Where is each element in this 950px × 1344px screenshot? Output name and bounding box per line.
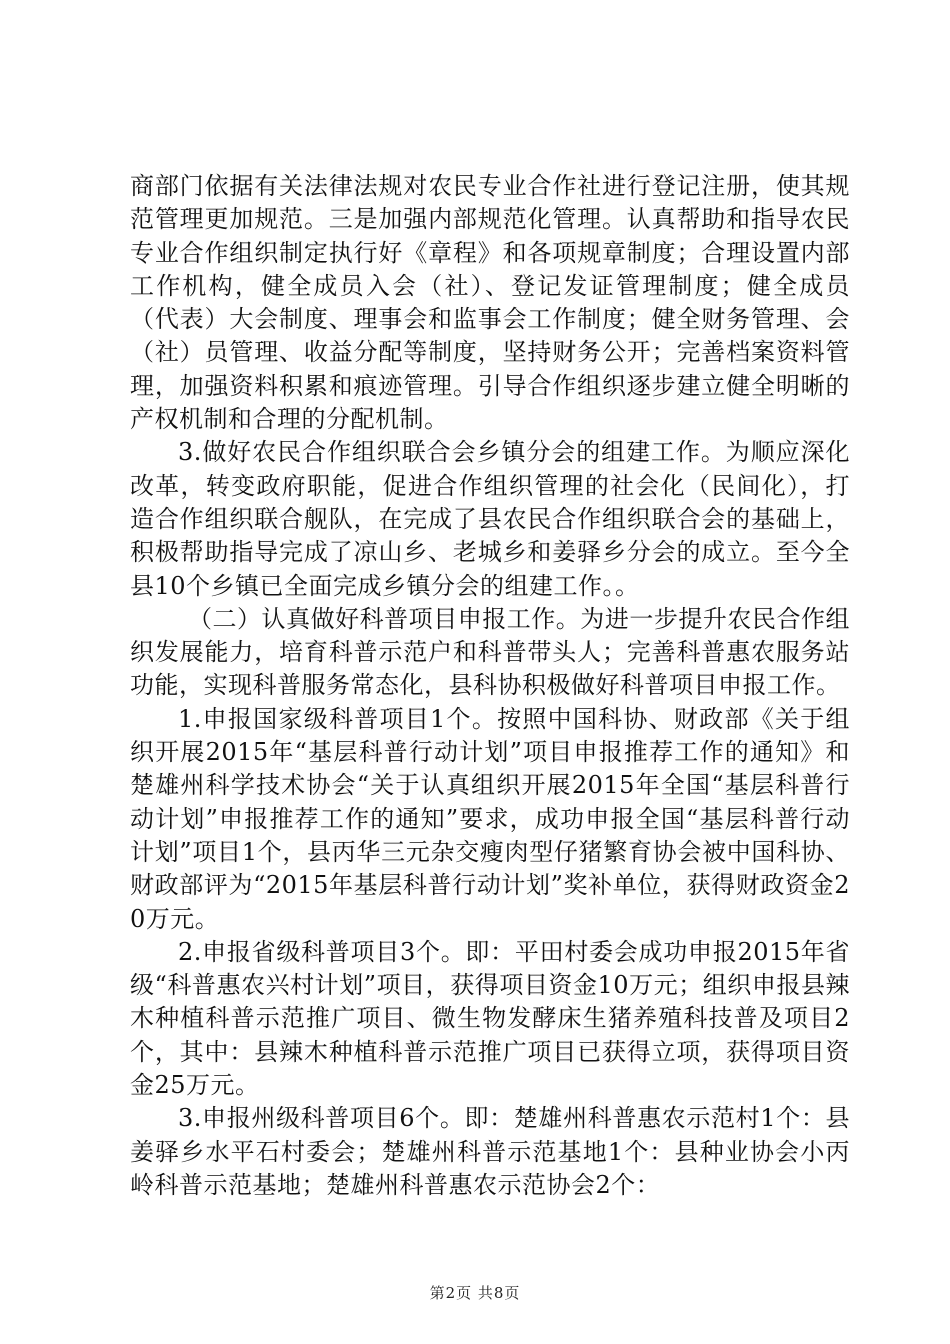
paragraph-project-declaration-heading: （二）认真做好科普项目申报工作。为进一步提升农民合作组织发展能力，培育科普示范户和科普带头人；完善科普惠农服务站功能，实现科普服务常态化，县科协积极做好科普项目申报工作。 [130,604,850,700]
paragraph-prefecture-project: 3.申报州级科普项目6个。即：楚雄州科普惠农示范村1个：县姜驿乡水平石村委会；楚雄州科普示范基地1个：县种业协会小丙岭科普示范基地；楚雄州科普惠农示范协会2个： [130,1104,850,1199]
paragraph-national-project: 1.申报国家级科普项目1个。按照中国科协、财政部《关于组织开展2015年“基层科普行动计划”项目申报推荐工作的通知》和楚雄州科学技术协会“关于认真组织开展2015年全国“基层科普行动计划”申报推荐工作的通知”要求，成功申报全国“基层科普行动计划”项目1个，县丙华三元杂交瘦肉型仔猪繁育协会被中国科协、财政部评为“2015年基层科普行动计划”奖补单位，获得财政资金20万元。 [130,704,850,933]
page-number-footer: 第2页 共8页 [429,1284,521,1302]
document-body [130,170,850,1202]
paragraph-provincial-project: 2.申报省级科普项目3个。即：平田村委会成功申报2015年省级“科普惠农兴村计划”项目，获得项目资金10万元；组织申报县辣木种植科普示范推广项目、微生物发酵床生猪养殖科技普及项目2个，其中：县辣木种植科普示范推广项目已获得立项，获得项目资金25万元。 [130,937,850,1100]
paragraph-registration-continued: 商部门依据有关法律法规对农民专业合作社进行登记注册，使其规范管理更加规范。三是加强内部规范化管理。认真帮助和指导农民专业合作组织制定执行好《章程》和各项规章制度；合理设置内部工作机构，健全成员入会（社）、登记发证管理制度；健全成员（代表）大会制度、理事会和监事会工作制度；健全财务管理、会（社）员管理、收益分配等制度，坚持财务公开；完善档案资料管理，加强资料积累和痕迹管理。引导合作组织逐步建立健全明晰的产权机制和合理的分配机制。 [130,172,850,434]
paragraph-township-branch: 3.做好农民合作组织联合会乡镇分会的组建工作。为顺应深化改革，转变政府职能，促进合作组织管理的社会化（民间化），打造合作组织联合舰队，在完成了县农民合作组织联合会的基础上，积极帮助指导完成了凉山乡、老城乡和姜驿乡分会的成立。至今全县10个乡镇已全面完成乡镇分会的组建工作。。 [130,438,850,600]
